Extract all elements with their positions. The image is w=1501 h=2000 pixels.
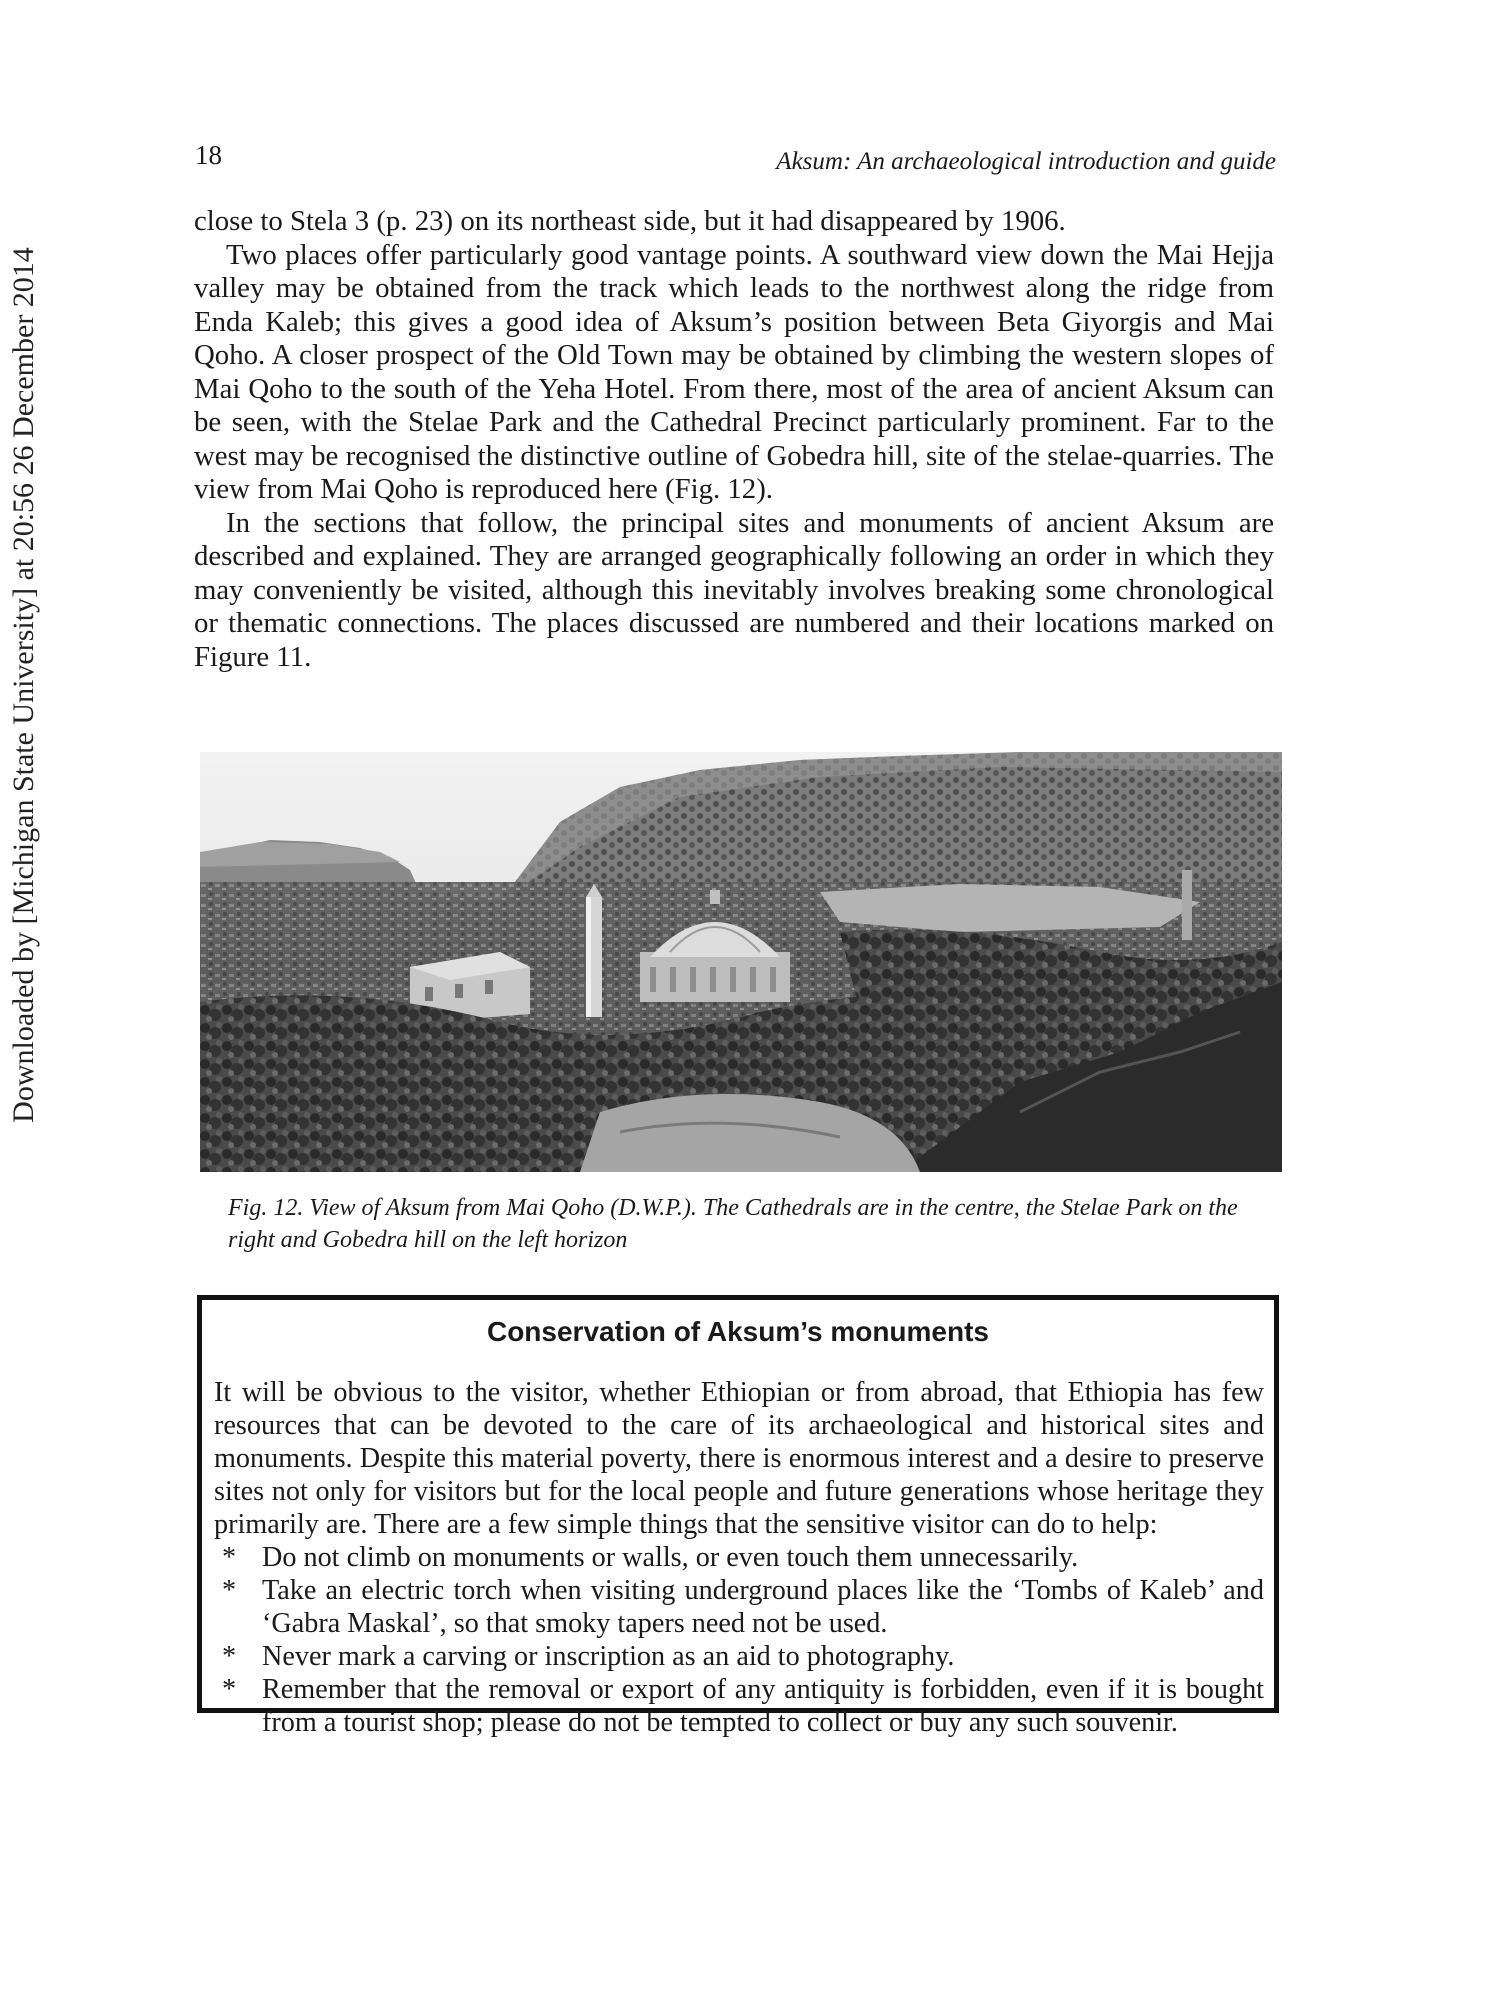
advice-text: Take an electric torch when visiting underground places like the ‘Tombs of Kaleb’ and ‘Gabra Maskal’, so that smoky tapers need not be used. [262, 1575, 1264, 1639]
paragraph-2: Two places offer particularly good vantage points. A southward view down the Mai Hejja valley may be obtained from the track which leads to the northwest along the ridge from Enda Kaleb; this gives a good idea of Aksum’s position between Beta Giyorgis and Mai Qoho. A closer prospect of the Old Town may be obtained by climbing the western slopes of Mai Qoho to the south of the Yeha Hotel. From there, most of the area of ancient Aksum can be seen, with the Stelae Park and the Cathedral Precinct particularly prominent. Far to the west may be recognised the distinctive outline of Gobedra hill, site of the stelae-quarries. The view from Mai Qoho is reproduced here (Fig. 12). [194, 238, 1274, 505]
download-watermark: Downloaded by [Michigan State University] at 20:56 26 December 2014 [7, 247, 40, 1123]
paragraph-1: close to Stela 3 (p. 23) on its northeast side, but it had disappeared by 1906. [194, 205, 1066, 237]
advice-list [214, 1541, 1264, 1739]
advice-item [214, 1673, 1264, 1739]
conservation-box [197, 1295, 1279, 1738]
bullet-marker: * [222, 1674, 237, 1705]
body-text [194, 205, 1274, 674]
bullet-marker: * [222, 1542, 237, 1573]
advice-text: Do not climb on monuments or walls, or even touch them unnecessarily. [262, 1542, 1079, 1573]
box-heading: Conservation of Aksum’s monuments [486, 1316, 989, 1347]
advice-item [214, 1541, 1264, 1574]
aksum-landscape-illustration [200, 752, 1282, 1172]
paragraph-3: In the sections that follow, the principal sites and monuments of ancient Aksum are described and explained. They are arranged geographically following an order in which they may conveniently be visited, although this inevitably involves breaking some chronological or thematic connections. The places discussed are numbered and their locations marked on Figure 11. [194, 506, 1274, 673]
advice-item [214, 1574, 1264, 1640]
advice-item [214, 1640, 1264, 1673]
bullet-marker: * [222, 1575, 237, 1606]
box-text [214, 1376, 1264, 1739]
bullet-marker: * [222, 1641, 237, 1672]
advice-text: Remember that the removal or export of any antiquity is forbidden, even if it is bought from a tourist shop; please do not be tempted to collect or buy any such souvenir. [262, 1674, 1264, 1738]
page-number: 18 [195, 140, 222, 170]
box-intro: It will be obvious to the visitor, whether Ethiopian or from abroad, that Ethiopia has few resources that can be devoted to the care of its archaeological and historical sites and monuments. Despite this material poverty, there is enormous interest and a desire to preserve sites not only for visitors but for the local people and future generations whose heritage they primarily are. There are a few simple things that the sensitive visitor can do to help: [214, 1377, 1264, 1540]
figure-caption: Fig. 12. View of Aksum from Mai Qoho (D.W.P.). The Cathedrals are in the centre, the Stelae Park on the right and Gobedra hill on the left horizon [228, 1195, 1238, 1253]
running-head: Aksum: An archaeological introduction and guide [776, 148, 1276, 175]
aksum-photo [200, 752, 1282, 1172]
advice-text: Never mark a carving or inscription as an aid to photography. [262, 1641, 955, 1672]
